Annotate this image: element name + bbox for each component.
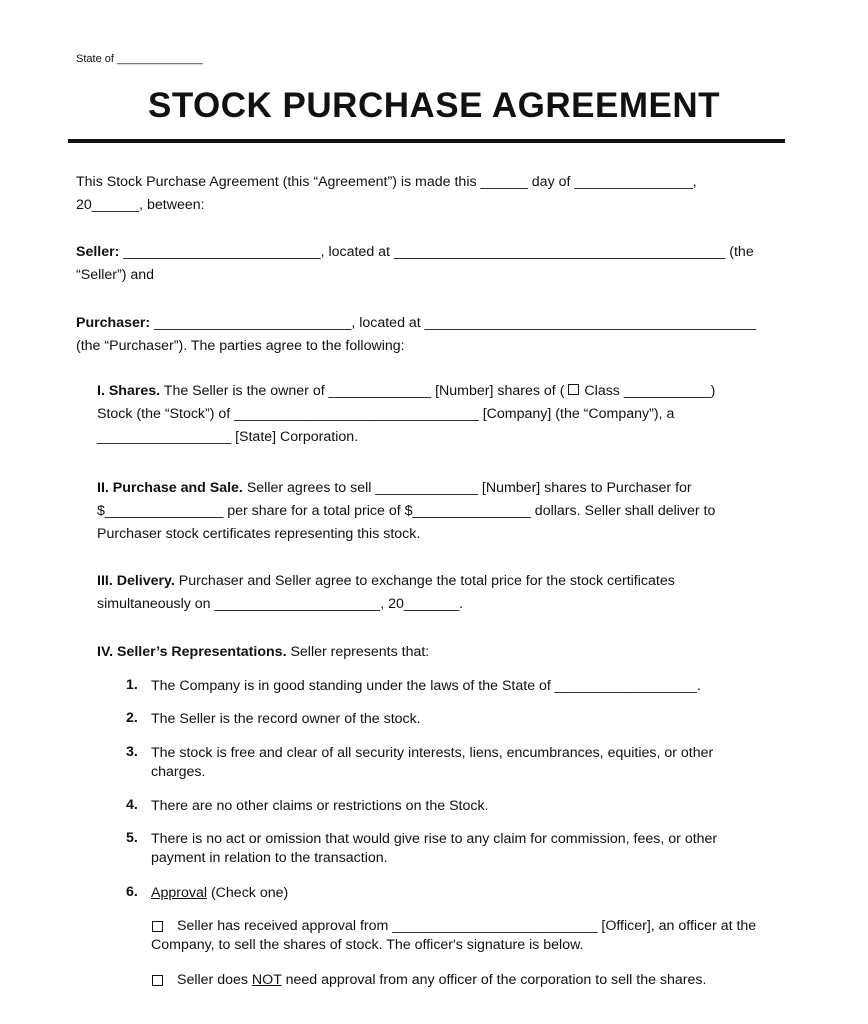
- section-purchase-sale: [97, 477, 715, 546]
- section-delivery-line-2[interactable]: simultaneously on _____________________, 20_______.: [97, 596, 464, 612]
- item-4-text: There are no other claims or restrictions on the Stock.: [151, 798, 489, 814]
- list-item: [151, 797, 489, 816]
- section-delivery-line-1: Purchaser and Seller agree to exchange the total price for the stock certificates: [174, 573, 675, 589]
- approval-option-2-not: NOT: [251, 972, 282, 988]
- purchaser-line-2: (the “Purchaser”). The parties agree to the following:: [76, 338, 405, 354]
- purchaser-line-1[interactable]: _________________________, located at __________________________________________: [150, 315, 757, 331]
- section-purchase-sale-line-1[interactable]: Seller agrees to sell _____________ [Number] shares to Purchaser for: [242, 480, 692, 496]
- approval-option-not-needed: [177, 971, 706, 990]
- approval-option-2-text-a: Seller does: [177, 972, 252, 988]
- class-checkbox[interactable]: [568, 384, 579, 395]
- approval-option-2-text-b: need approval from any officer of the corporation to sell the shares.: [281, 972, 707, 988]
- section-shares-line-3[interactable]: _________________ [State] Corporation.: [97, 429, 359, 445]
- section-purchase-sale-line-2[interactable]: $_______________ per share for a total price of $_______________ dollars. Seller shall deliver to: [97, 503, 716, 519]
- list-item: [151, 830, 717, 868]
- section-delivery: [97, 570, 675, 616]
- section-delivery-heading: III. Delivery.: [97, 573, 175, 589]
- intro-paragraph: [76, 171, 697, 217]
- list-item: [151, 744, 713, 782]
- approval-not-needed-checkbox[interactable]: [152, 975, 163, 986]
- intro-line-1: This Stock Purchase Agreement (this “Agreement”) is made this ______ day of _______________,: [76, 174, 697, 190]
- document-title: STOCK PURCHASE AGREEMENT: [147, 86, 721, 125]
- item-1-text[interactable]: The Company is in good standing under the laws of the State of __________________.: [151, 678, 701, 694]
- item-number: 3.: [126, 744, 138, 760]
- purchaser-label: Purchaser:: [76, 315, 151, 331]
- item-number: 6.: [126, 884, 138, 900]
- approval-option-1-line-1[interactable]: Seller has received approval from __________________________ [Officer], an officer at the: [177, 918, 757, 934]
- section-purchase-sale-heading: II. Purchase and Sale.: [97, 480, 243, 496]
- section-shares-line-1a[interactable]: The Seller is the owner of _____________ [Number] shares of (: [160, 383, 565, 399]
- title-divider: [68, 139, 785, 143]
- item-number: 4.: [126, 797, 138, 813]
- seller-line-2: “Seller”) and: [76, 267, 155, 283]
- item-2-text: The Seller is the record owner of the stock.: [151, 711, 421, 727]
- item-3-line-1: The stock is free and clear of all security interests, liens, encumbrances, equities, or other: [151, 745, 714, 761]
- section-representations-intro: Seller represents that:: [286, 644, 430, 660]
- section-shares-heading: I. Shares.: [97, 383, 161, 399]
- approval-option-1-line-2: Company, to sell the shares of stock. The officer's signature is below.: [151, 937, 584, 953]
- item-number: 5.: [126, 830, 138, 846]
- approval-instruction: (Check one): [207, 885, 289, 901]
- section-shares-line-1b[interactable]: Class ___________): [584, 383, 716, 399]
- item-number: 2.: [126, 710, 138, 726]
- approval-option-received: [151, 917, 756, 955]
- intro-line-2: 20______, between:: [76, 197, 205, 213]
- seller-label: Seller:: [76, 244, 120, 260]
- item-5-line-2: payment in relation to the transaction.: [151, 850, 388, 866]
- section-shares: [97, 380, 715, 449]
- seller-paragraph: [76, 241, 754, 287]
- section-representations-heading: IV. Seller’s Representations.: [97, 644, 287, 660]
- approval-label: Approval: [151, 885, 207, 901]
- section-purchase-sale-line-3: Purchaser stock certificates representing this stock.: [97, 526, 421, 542]
- section-representations: [97, 641, 429, 664]
- section-shares-line-2[interactable]: Stock (the “Stock”) of _______________________________ [Company] (the “Company”), a: [97, 406, 675, 422]
- item-number: 1.: [126, 677, 138, 693]
- seller-line-1[interactable]: _________________________, located at __________________________________________ (the: [119, 244, 754, 260]
- item-3-line-2: charges.: [151, 764, 206, 780]
- list-item: [151, 710, 421, 729]
- purchaser-paragraph: [76, 312, 756, 358]
- list-item: [151, 884, 288, 903]
- list-item: [151, 677, 701, 696]
- state-of-field[interactable]: State of ______________: [76, 53, 203, 65]
- item-5-line-1: There is no act or omission that would give rise to any claim for commission, fees, or other: [151, 831, 718, 847]
